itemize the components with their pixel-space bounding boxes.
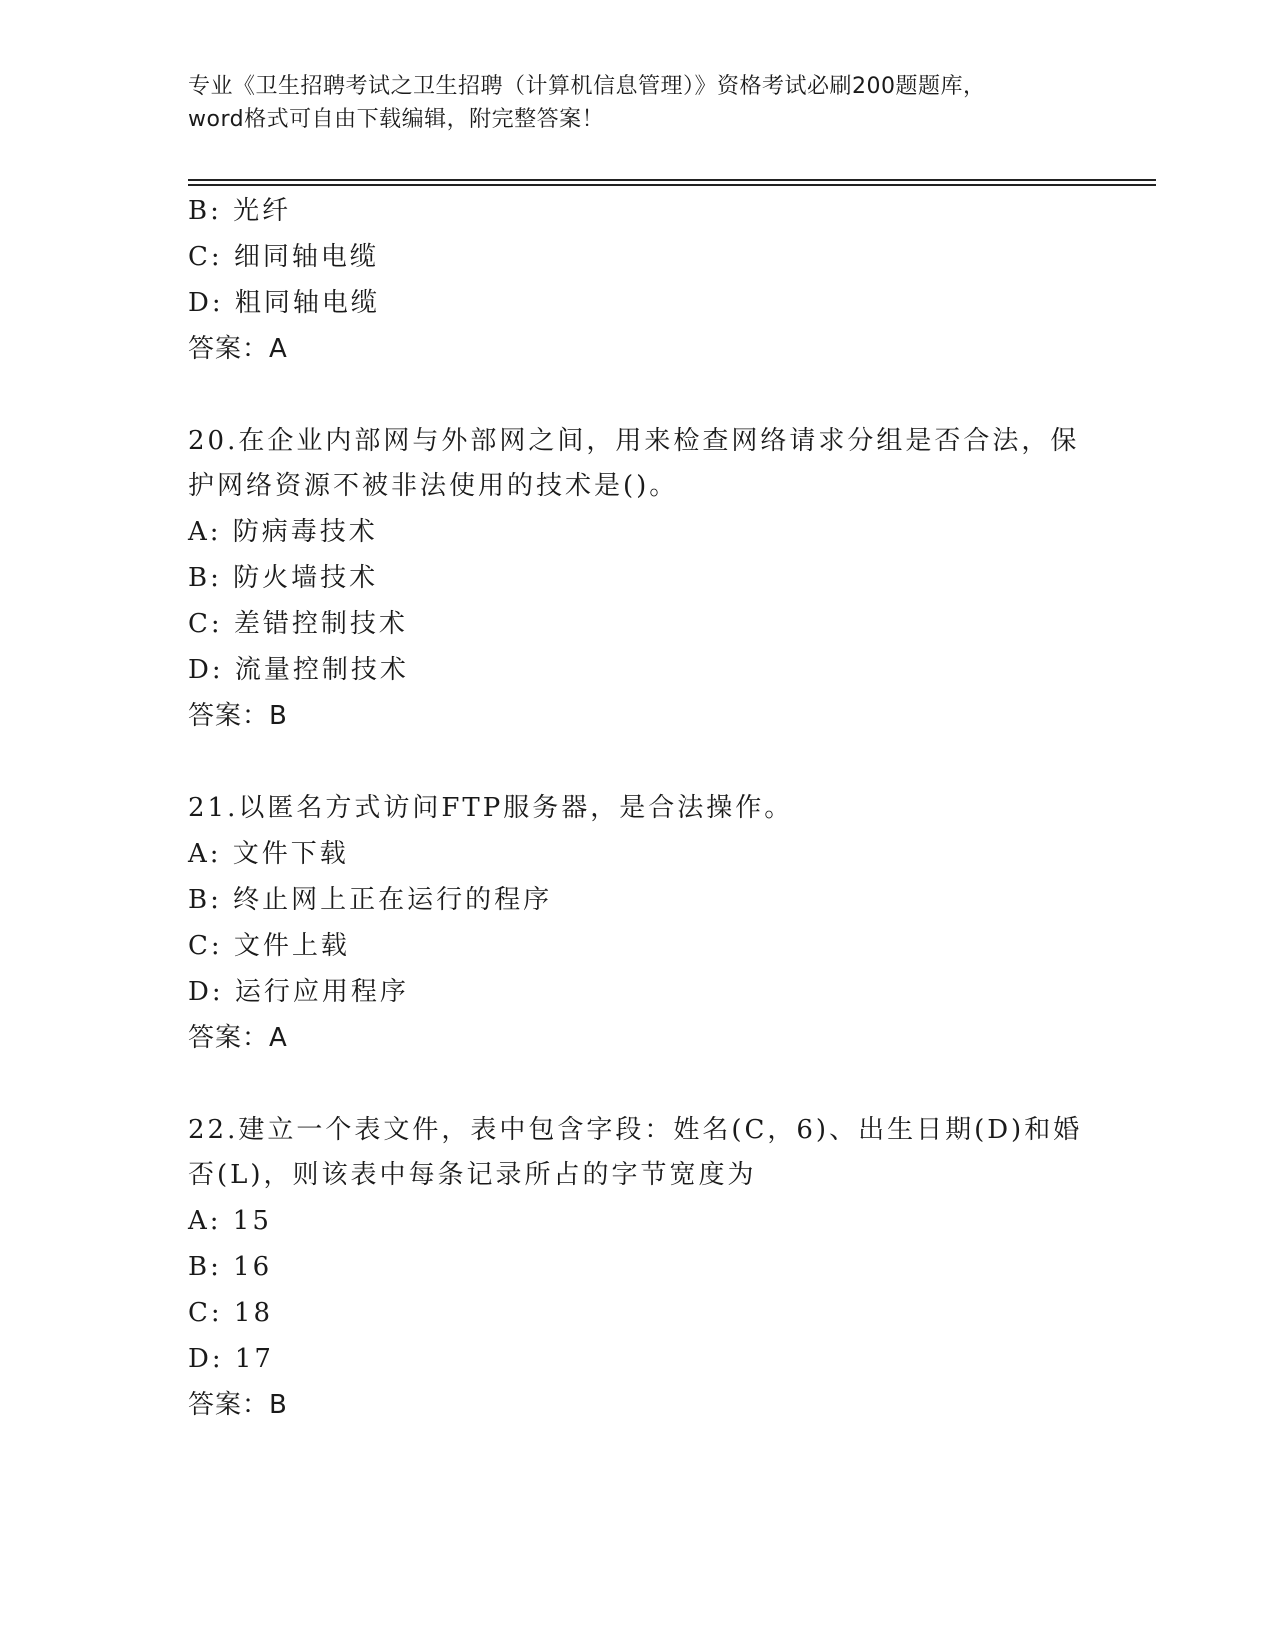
- question-text-line: 护网络资源不被非法使用的技术是()。: [188, 471, 679, 501]
- option-a: A: 防病毒技术: [188, 517, 378, 547]
- option-b: B: 16: [188, 1252, 273, 1282]
- option-b: B: 光纤: [188, 196, 292, 226]
- option-d: D: 粗同轴电缆: [188, 288, 380, 318]
- document-header: [188, 70, 1078, 136]
- answer-line: 答案：A: [188, 334, 288, 364]
- option-c: C: 18: [188, 1298, 274, 1328]
- answer-line: 答案：B: [188, 701, 288, 731]
- question-block-21: [188, 786, 1088, 1061]
- header-line-1: 专业《卫生招聘考试之卫生招聘（计算机信息管理）》资格考试必刷200题题库，: [188, 74, 986, 99]
- option-d: D: 流量控制技术: [188, 655, 409, 685]
- question-block-20: [188, 419, 1088, 739]
- question-text-line: 22.建立一个表文件，表中包含字段：姓名(C，6)、出生日期(D)和婚: [188, 1115, 1083, 1145]
- header-divider-top: [188, 179, 1156, 181]
- answer-line: 答案：A: [188, 1023, 288, 1053]
- option-c: C: 细同轴电缆: [188, 242, 379, 272]
- answer-line: 答案：B: [188, 1390, 288, 1420]
- option-b: B: 终止网上正在运行的程序: [188, 885, 553, 915]
- question-text-line: 21.以匿名方式访问FTP服务器，是合法操作。: [188, 793, 794, 823]
- option-d: D: 运行应用程序: [188, 977, 409, 1007]
- question-text-line: 否(L)，则该表中每条记录所占的字节宽度为: [188, 1160, 757, 1190]
- question-text-line: 20.在企业内部网与外部网之间，用来检查网络请求分组是否合法，保: [188, 426, 1080, 456]
- question-list: [188, 188, 1088, 1428]
- header-line-2: word格式可自由下载编辑，附完整答案！: [188, 107, 605, 132]
- option-c: C: 文件上载: [188, 931, 350, 961]
- question-block-22: [188, 1108, 1088, 1428]
- option-a: A: 15: [188, 1206, 272, 1236]
- question-block-19: [188, 188, 1088, 372]
- option-c: C: 差错控制技术: [188, 609, 408, 639]
- option-b: B: 防火墙技术: [188, 563, 379, 593]
- header-divider-bottom: [188, 184, 1156, 186]
- option-a: A: 文件下载: [188, 839, 349, 869]
- option-d: D: 17: [188, 1344, 274, 1374]
